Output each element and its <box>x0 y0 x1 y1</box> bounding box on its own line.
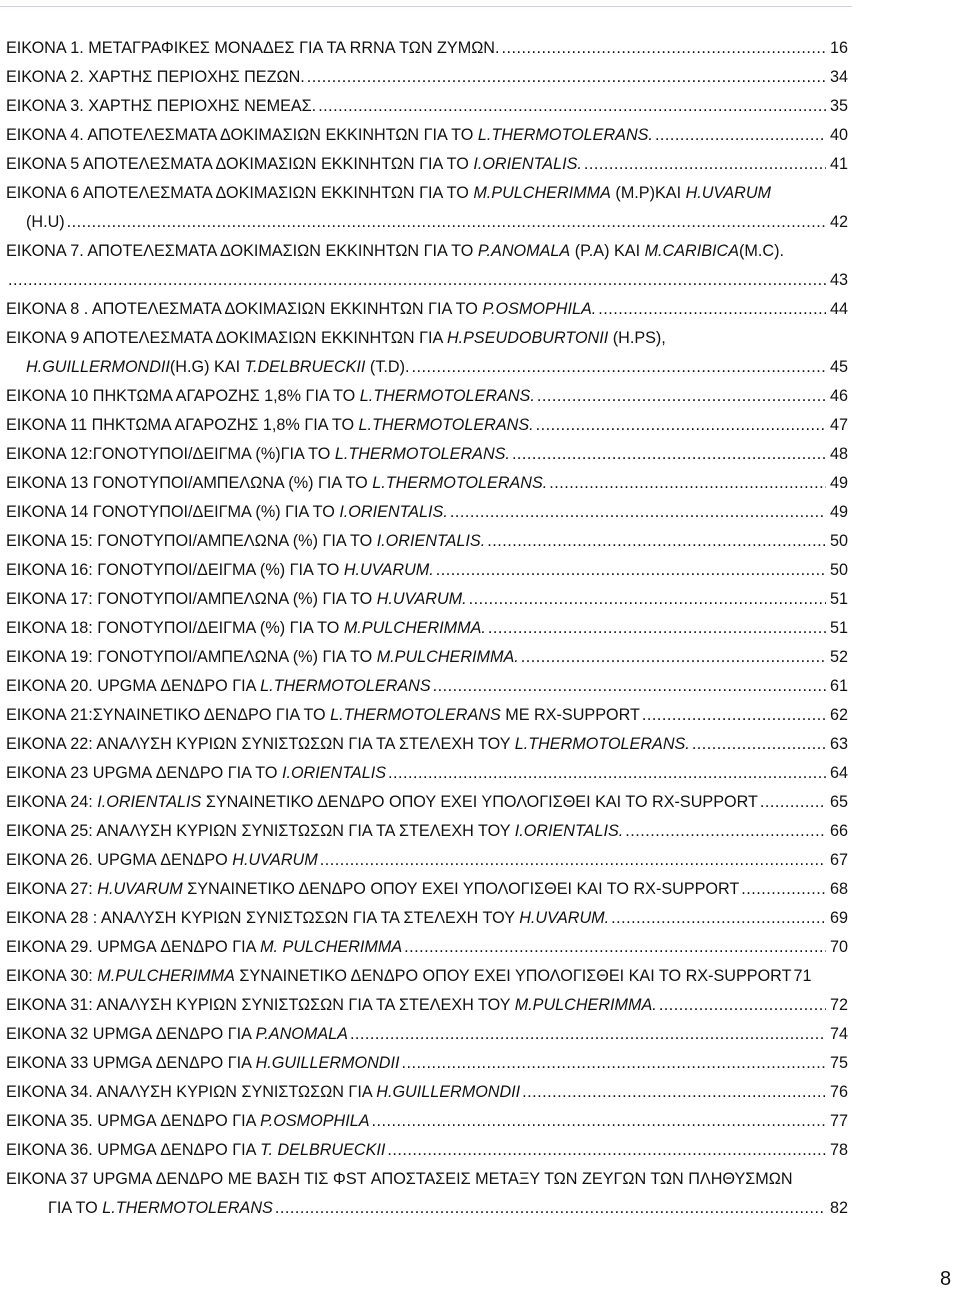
entry-text: ΕΙΚΟΝΑ 36. UPMGA ΔΕΝΔΡΟ ΓΙΑ <box>6 1141 261 1159</box>
dot-leader <box>436 556 826 585</box>
entry-text: ΕΙΚΟΝΑ 23 UPGMA ΔΕΝΔΡΟ ΓΙΑ ΤΟ <box>6 764 282 782</box>
entry-title <box>6 788 758 817</box>
entry-title <box>6 875 739 904</box>
species-name: P.OSMOPHILA <box>260 1112 370 1130</box>
entry-text: (M.P)ΚΑΙ <box>610 184 686 202</box>
page-ref: 48 <box>829 445 848 463</box>
species-name: H.UVARUM <box>232 851 318 869</box>
entry-title <box>6 933 402 962</box>
entry-title <box>6 440 510 469</box>
entry-title <box>6 759 386 788</box>
entry-line <box>6 34 848 63</box>
species-name: I.ORIENTALIS. <box>339 503 448 521</box>
entry-text: ΕΙΚΟΝΑ 8 . ΑΠΟΤΕΛΕΣΜΑΤΑ ΔΟΚΙΜΑΣΙΩΝ ΕΚΚΙΝΗΤΩΝ ΓΙΑ ΤΟ <box>6 300 483 318</box>
dot-leader <box>501 34 826 63</box>
header-rule <box>0 6 852 7</box>
species-name: L.THERMOTOLERANS. <box>358 416 534 434</box>
entry-line <box>6 1136 848 1165</box>
entry-text: (H.U) <box>26 213 65 231</box>
toc-entry[interactable] <box>6 614 848 643</box>
entry-text: ΕΙΚΟΝΑ 2. ΧΑΡΤΗΣ ΠΕΡΙΟΧΗΣ ΠΕΖΩΝ. <box>6 68 305 86</box>
entry-text: ΕΙΚΟΝΑ 33 UPMGA ΔΕΝΔΡΟ ΓΙΑ <box>6 1054 256 1072</box>
entry-line <box>6 933 848 962</box>
species-name: I.ORIENTALIS. <box>473 155 582 173</box>
entry-line <box>26 208 848 237</box>
entry-line <box>26 353 848 382</box>
entry-line <box>6 1107 848 1136</box>
entry-text: ΕΙΚΟΝΑ 25: ΑΝΑΛΥΣΗ ΚΥΡΙΩΝ ΣΥΝΙΣΤΩΣΩΝ ΓΙΑ ΤΑ ΣΤΕΛΕΧΗ ΤΟΥ <box>6 822 515 840</box>
toc-entry[interactable] <box>6 63 848 92</box>
entry-line <box>6 1078 848 1107</box>
entry-title <box>6 701 640 730</box>
species-name: H.UVARUM. <box>376 590 467 608</box>
dot-leader <box>8 266 826 295</box>
dot-leader <box>659 991 826 1020</box>
entry-line <box>6 788 848 817</box>
entry-line <box>6 179 848 208</box>
page-ref: 64 <box>829 764 848 782</box>
species-name: L.THERMOTOLERANS <box>260 677 431 695</box>
entry-text: ΕΙΚΟΝΑ 16: ΓΟΝΟΤΥΠΟΙ/ΔΕΙΓΜΑ (%) ΓΙΑ ΤΟ <box>6 561 344 579</box>
entry-title <box>6 1049 399 1078</box>
toc-entry[interactable] <box>6 1107 848 1136</box>
entry-line <box>6 585 848 614</box>
page-ref: 65 <box>829 793 848 811</box>
species-name: H.GUILLERMONDII <box>376 1083 521 1101</box>
species-name: I.ORIENTALIS <box>281 764 386 782</box>
entry-line <box>6 63 848 92</box>
species-name: L.THERMOTOLERANS. <box>334 445 510 463</box>
species-name: I.ORIENTALIS. <box>376 532 486 550</box>
dot-leader <box>433 672 826 701</box>
entry-line <box>6 469 848 498</box>
entry-title <box>6 324 666 353</box>
toc-entry[interactable] <box>6 527 848 556</box>
dot-leader <box>512 440 826 469</box>
entry-line <box>6 295 848 324</box>
dot-leader <box>388 759 826 788</box>
toc-entry[interactable] <box>6 788 848 817</box>
entry-title <box>6 498 448 527</box>
entry-text: (H.G) ΚΑΙ <box>169 358 245 376</box>
toc-entry[interactable] <box>6 1078 848 1107</box>
page-ref: 45 <box>829 358 848 376</box>
entry-line <box>6 643 848 672</box>
entry-title <box>6 904 609 933</box>
species-name: H.GUILLERMONDII <box>26 358 170 376</box>
entry-line <box>6 440 848 469</box>
species-name: L.THERMOTOLERANS <box>330 706 501 724</box>
page-ref: 51 <box>829 619 848 637</box>
entry-text: ΕΙΚΟΝΑ 29. UPMGA ΔΕΝΔΡΟ ΓΙΑ <box>6 938 261 956</box>
toc-entry[interactable] <box>6 121 848 150</box>
entry-title <box>6 556 434 585</box>
entry-text: ΕΙΚΟΝΑ 15: ΓΟΝΟΤΥΠΟΙ/ΑΜΠΕΛΩΝΑ (%) ΓΙΑ ΤΟ <box>6 532 377 550</box>
species-name: T. DELBRUECKII <box>260 1141 386 1159</box>
entry-text: ΜΕ RX-SUPPORT <box>500 706 640 724</box>
entry-line <box>6 121 848 150</box>
entry-text: ΣΥΝΑΙΝΕΤΙΚΟ ΔΕΝΔΡΟ ΟΠΟΥ ΕΧΕΙ ΥΠΟΛΟΓΙΣΘΕΙ ΚΑΙ ΤΟ RX-SUPPORT <box>182 880 740 898</box>
toc-entry[interactable] <box>6 817 848 846</box>
entry-text: ΕΙΚΟΝΑ 35. UPMGA ΔΕΝΔΡΟ ΓΙΑ <box>6 1112 261 1130</box>
entry-line <box>6 150 848 179</box>
entry-line <box>6 1049 848 1078</box>
page-ref: 52 <box>829 648 848 666</box>
entry-line <box>6 904 848 933</box>
entry-text: ΕΙΚΟΝΑ 24: <box>6 793 98 811</box>
entry-text: ΕΙΚΟΝΑ 4. ΑΠΟΤΕΛΕΣΜΑΤΑ ΔΟΚΙΜΑΣΙΩΝ ΕΚΚΙΝΗΤΩΝ ΓΙΑ ΤΟ <box>6 126 478 144</box>
page-ref: 68 <box>829 880 848 898</box>
entry-title <box>6 34 499 63</box>
entry-title <box>6 179 771 208</box>
dot-leader <box>642 701 826 730</box>
entry-title <box>6 411 534 440</box>
entry-text: (P.A) ΚΑΙ <box>570 242 645 260</box>
list-of-figures <box>6 34 848 1223</box>
entry-line <box>6 875 848 904</box>
entry-line <box>6 92 848 121</box>
species-name: H.UVARUM. <box>343 561 434 579</box>
dot-leader <box>760 788 826 817</box>
dot-leader <box>404 933 826 962</box>
species-name: H.PSEUDOBURTONII <box>446 329 609 347</box>
page-ref: 40 <box>829 126 848 144</box>
species-name: P.ANOMALA <box>477 242 571 260</box>
entry-title <box>6 730 690 759</box>
entry-title <box>6 1020 348 1049</box>
entry-line <box>6 991 848 1020</box>
entry-text: ΕΙΚΟΝΑ 17: ΓΟΝΟΤΥΠΟΙ/ΑΜΠΕΛΩΝΑ (%) ΓΙΑ ΤΟ <box>6 590 377 608</box>
toc-entry[interactable] <box>6 34 848 63</box>
toc-entry[interactable] <box>6 759 848 788</box>
page-ref: 46 <box>829 387 848 405</box>
species-name: H.UVARUM <box>685 184 772 202</box>
species-name: M.PULCHERIMMA <box>97 967 235 985</box>
page-ref: 49 <box>829 474 848 492</box>
entry-line <box>6 730 848 759</box>
entry-text: ΕΙΚΟΝΑ 22: ΑΝΑΛΥΣΗ ΚΥΡΙΩΝ ΣΥΝΙΣΤΩΣΩΝ ΓΙΑ ΤΑ ΣΤΕΛΕΧΗ ΤΟΥ <box>6 735 515 753</box>
entry-line <box>6 817 848 846</box>
dot-leader <box>387 1136 826 1165</box>
entry-text: ΕΙΚΟΝΑ 21:ΣΥΝΑΙΝΕΤΙΚΟ ΔΕΝΔΡΟ ΓΙΑ ΤΟ <box>6 706 331 724</box>
species-name: T.DELBRUECKII <box>244 358 366 376</box>
entry-text: ΕΙΚΟΝΑ 26. UPGMA ΔΕΝΔΡΟ <box>6 851 233 869</box>
page-ref: 42 <box>829 213 848 231</box>
page-ref: 70 <box>829 938 848 956</box>
toc-entry[interactable] <box>6 1136 848 1165</box>
page-ref: 35 <box>829 97 848 115</box>
species-name: I.ORIENTALIS <box>97 793 202 811</box>
species-name: M.PULCHERIMMA <box>473 184 611 202</box>
entry-title <box>6 614 486 643</box>
dot-leader <box>537 382 826 411</box>
toc-entry[interactable] <box>6 701 848 730</box>
toc-entry[interactable] <box>6 237 848 295</box>
species-name: M.PULCHERIMMA. <box>343 619 486 637</box>
entry-line <box>6 701 848 730</box>
toc-entry[interactable] <box>6 382 848 411</box>
page-ref: 41 <box>829 155 848 173</box>
entry-title <box>6 527 485 556</box>
entry-title <box>6 295 596 324</box>
species-name: L.THERMOTOLERANS <box>102 1199 273 1217</box>
entry-text: ΕΙΚΟΝΑ 37 UPGMA ΔΕΝΔΡΟ ΜΕ ΒΑΣΗ ΤΙΣ ΦST ΑΠΟΣΤΑΣΕΙΣ ΜΕΤΑΞΥ ΤΩΝ ΖΕΥΓΩΝ ΤΩΝ ΠΛΗΘΥΣΜΩΝ <box>6 1170 793 1188</box>
entry-line <box>6 1020 848 1049</box>
dot-leader <box>372 1107 826 1136</box>
page-ref: 43 <box>829 271 848 289</box>
species-name: M.PULCHERIMMA. <box>376 648 519 666</box>
page-ref: 16 <box>829 39 848 57</box>
entry-title <box>6 1136 385 1165</box>
page-ref: 51 <box>829 590 848 608</box>
toc-entry[interactable] <box>6 585 848 614</box>
entry-text: (M.C). <box>739 242 784 260</box>
page-ref: 75 <box>829 1054 848 1072</box>
species-name: P.OSMOPHILA. <box>482 300 597 318</box>
toc-entry[interactable] <box>6 1165 848 1223</box>
page-ref: 50 <box>829 561 848 579</box>
toc-entry[interactable] <box>6 904 848 933</box>
entry-title-continued <box>48 1194 273 1223</box>
entry-text: ΕΙΚΟΝΑ 11 ΠΗΚΤΩΜΑ ΑΓΑΡΟΖΗΣ 1,8% ΓΙΑ ΤΟ <box>6 416 359 434</box>
page-ref: 47 <box>829 416 848 434</box>
entry-text: ΕΙΚΟΝΑ 28 : ΑΝΑΛΥΣΗ ΚΥΡΙΩΝ ΣΥΝΙΣΤΩΣΩΝ ΓΙΑ ΤΑ ΣΤΕΛΕΧΗ ΤΟΥ <box>6 909 520 927</box>
page-ref: 69 <box>829 909 848 927</box>
toc-entry[interactable] <box>6 643 848 672</box>
species-name: M.CARIBICA <box>644 242 740 260</box>
species-name: M.PULCHERIMMA. <box>514 996 657 1014</box>
page-ref: 50 <box>829 532 848 550</box>
page-ref: 62 <box>829 706 848 724</box>
entry-title <box>6 92 316 121</box>
page-ref: 34 <box>829 68 848 86</box>
dot-leader <box>307 63 826 92</box>
species-name: H.UVARUM <box>97 880 183 898</box>
page-number: 8 <box>940 1268 952 1290</box>
species-name: L.THERMOTOLERANS. <box>359 387 535 405</box>
entry-text: ΕΙΚΟΝΑ 1. ΜΕΤΑΓΡΑΦΙΚΕΣ ΜΟΝΑΔΕΣ ΓΙΑ ΤΑ RRNA ΤΩΝ ΖΥΜΩΝ. <box>6 39 500 57</box>
entry-line <box>6 759 848 788</box>
dot-leader <box>625 817 826 846</box>
entry-title <box>6 1165 793 1194</box>
entry-title <box>6 469 547 498</box>
page-ref: 61 <box>829 677 848 695</box>
entry-text: ΓΙΑ ΤΟ <box>48 1199 103 1217</box>
entry-text: ΕΙΚΟΝΑ 34. ΑΝΑΛΥΣΗ ΚΥΡΙΩΝ ΣΥΝΙΣΤΩΣΩΝ ΓΙΑ <box>6 1083 377 1101</box>
page-ref: 49 <box>829 503 848 521</box>
entry-title <box>6 672 431 701</box>
entry-line <box>6 556 848 585</box>
entry-text: (T.D). <box>365 358 410 376</box>
entry-text: ΕΙΚΟΝΑ 32 UPMGA ΔΕΝΔΡΟ ΓΙΑ <box>6 1025 256 1043</box>
dot-leader <box>598 295 826 324</box>
toc-entry[interactable] <box>6 498 848 527</box>
entry-text: ΕΙΚΟΝΑ 7. ΑΠΟΤΕΛΕΣΜΑΤΑ ΔΟΚΙΜΑΣΙΩΝ ΕΚΚΙΝΗΤΩΝ ΓΙΑ ΤΟ <box>6 242 478 260</box>
dot-leader <box>412 353 827 382</box>
dot-leader <box>584 150 826 179</box>
entry-title <box>6 1078 520 1107</box>
species-name: L.THERMOTOLERANS. <box>477 126 653 144</box>
page-ref: 71 <box>793 967 812 985</box>
entry-line <box>6 498 848 527</box>
entry-text: ΕΙΚΟΝΑ 18: ΓΟΝΟΤΥΠΟΙ/ΔΕΙΓΜΑ (%) ΓΙΑ ΤΟ <box>6 619 344 637</box>
dot-leader <box>692 730 826 759</box>
dot-leader <box>536 411 826 440</box>
entry-line <box>6 237 848 266</box>
species-name: I.ORIENTALIS. <box>514 822 624 840</box>
entry-title <box>6 817 623 846</box>
dot-leader <box>741 875 826 904</box>
toc-entry[interactable] <box>6 469 848 498</box>
toc-entry[interactable] <box>6 1049 848 1078</box>
toc-entry[interactable] <box>6 440 848 469</box>
entry-title <box>6 846 318 875</box>
entry-line <box>6 382 848 411</box>
dot-leader <box>488 614 826 643</box>
entry-text: ΕΙΚΟΝΑ 20. UPGMA ΔΕΝΔΡΟ ΓΙΑ <box>6 677 261 695</box>
toc-entry[interactable] <box>6 672 848 701</box>
species-name: H.GUILLERMONDII <box>255 1054 400 1072</box>
entry-line <box>6 846 848 875</box>
toc-entry[interactable] <box>6 295 848 324</box>
entry-text: ΕΙΚΟΝΑ 19: ΓΟΝΟΤΥΠΟΙ/ΑΜΠΕΛΩΝΑ (%) ΓΙΑ ΤΟ <box>6 648 377 666</box>
dot-leader <box>320 846 826 875</box>
page-ref: 72 <box>829 996 848 1014</box>
dot-leader <box>655 121 826 150</box>
page-ref: 77 <box>829 1112 848 1130</box>
species-name: M. PULCHERIMMA <box>260 938 403 956</box>
dot-leader <box>522 1078 826 1107</box>
page-ref: 74 <box>829 1025 848 1043</box>
entry-title <box>6 150 582 179</box>
dot-leader <box>67 208 826 237</box>
page-ref: 63 <box>829 735 848 753</box>
page-ref: 44 <box>829 300 848 318</box>
species-name: H.UVARUM. <box>519 909 610 927</box>
entry-title <box>6 237 784 266</box>
toc-entry[interactable] <box>6 933 848 962</box>
dot-leader <box>521 643 826 672</box>
toc-entry[interactable] <box>6 150 848 179</box>
entry-title-continued <box>26 208 65 237</box>
toc-entry[interactable] <box>6 730 848 759</box>
species-name: L.THERMOTOLERANS. <box>372 474 548 492</box>
entry-text: ΕΙΚΟΝΑ 5 ΑΠΟΤΕΛΕΣΜΑΤΑ ΔΟΚΙΜΑΣΙΩΝ ΕΚΚΙΝΗΤΩΝ ΓΙΑ ΤΟ <box>6 155 474 173</box>
dot-leader <box>350 1020 826 1049</box>
entry-text: ΕΙΚΟΝΑ 9 ΑΠΟΤΕΛΕΣΜΑΤΑ ΔΟΚΙΜΑΣΙΩΝ ΕΚΚΙΝΗΤΩΝ ΓΙΑ <box>6 329 447 347</box>
page-ref: 78 <box>829 1141 848 1159</box>
toc-entry[interactable] <box>6 92 848 121</box>
entry-title <box>6 121 653 150</box>
toc-entry[interactable] <box>6 1020 848 1049</box>
species-name: P.ANOMALA <box>255 1025 348 1043</box>
toc-entry[interactable] <box>6 875 848 904</box>
entry-title <box>6 63 305 92</box>
dot-leader <box>318 92 826 121</box>
page-ref: 66 <box>829 822 848 840</box>
entry-text: ΣΥΝΑΙΝΕΤΙΚΟ ΔΕΝΔΡΟ ΟΠΟΥ ΕΧΕΙ ΥΠΟΛΟΓΙΣΘΕΙ ΚΑΙ ΤΟ RX-SUPPORT <box>234 967 792 985</box>
entry-line <box>6 411 848 440</box>
entry-line <box>6 962 848 991</box>
entry-text: ΕΙΚΟΝΑ 13 ΓΟΝΟΤΥΠΟΙ/ΑΜΠΕΛΩΝΑ (%) ΓΙΑ ΤΟ <box>6 474 373 492</box>
entry-text: ΕΙΚΟΝΑ 31: ΑΝΑΛΥΣΗ ΚΥΡΙΩΝ ΣΥΝΙΣΤΩΣΩΝ ΓΙΑ ΤΑ ΣΤΕΛΕΧΗ ΤΟΥ <box>6 996 515 1014</box>
toc-entry[interactable] <box>6 324 848 382</box>
entry-text: ΣΥΝΑΙΝΕΤΙΚΟ ΔΕΝΔΡΟ ΟΠΟΥ ΕΧΕΙ ΥΠΟΛΟΓΙΣΘΕΙ ΚΑΙ ΤΟ RX-SUPPORT <box>201 793 758 811</box>
entry-title-continued <box>26 353 410 382</box>
page-ref: 67 <box>829 851 848 869</box>
entry-text: ΕΙΚΟΝΑ 27: <box>6 880 98 898</box>
entry-line <box>48 1194 848 1223</box>
entry-line <box>6 324 848 353</box>
species-name: L.THERMOTOLERANS. <box>514 735 690 753</box>
dot-leader <box>611 904 826 933</box>
page-ref: 82 <box>829 1199 848 1217</box>
dot-leader <box>469 585 826 614</box>
entry-text: ΕΙΚΟΝΑ 30: <box>6 967 98 985</box>
entry-text: (H.PS), <box>608 329 666 347</box>
entry-line <box>6 266 848 295</box>
entry-line <box>6 527 848 556</box>
entry-line <box>6 1165 848 1194</box>
entry-title <box>6 643 519 672</box>
entry-title <box>6 962 791 991</box>
entry-text: ΕΙΚΟΝΑ 6 ΑΠΟΤΕΛΕΣΜΑΤΑ ΔΟΚΙΜΑΣΙΩΝ ΕΚΚΙΝΗΤΩΝ ΓΙΑ ΤΟ <box>6 184 474 202</box>
dot-leader <box>275 1194 826 1223</box>
toc-entry[interactable] <box>6 179 848 237</box>
toc-entry[interactable] <box>6 991 848 1020</box>
entry-text: ΕΙΚΟΝΑ 12:ΓΟΝΟΤΥΠΟΙ/ΔΕΙΓΜΑ (%)ΓΙΑ ΤΟ <box>6 445 335 463</box>
entry-title <box>6 1107 370 1136</box>
entry-line <box>6 614 848 643</box>
page-ref: 76 <box>829 1083 848 1101</box>
toc-entry[interactable] <box>6 962 848 991</box>
dot-leader <box>487 527 826 556</box>
entry-text: ΕΙΚΟΝΑ 14 ΓΟΝΟΤΥΠΟΙ/ΔΕΙΓΜΑ (%) ΓΙΑ ΤΟ <box>6 503 340 521</box>
entry-line <box>6 672 848 701</box>
dot-leader <box>401 1049 826 1078</box>
entry-text: ΕΙΚΟΝΑ 3. ΧΑΡΤΗΣ ΠΕΡΙΟΧΗΣ ΝΕΜΕΑΣ. <box>6 97 317 115</box>
entry-text: ΕΙΚΟΝΑ 10 ΠΗΚΤΩΜΑ ΑΓΑΡΟΖΗΣ 1,8% ΓΙΑ ΤΟ <box>6 387 360 405</box>
entry-title <box>6 382 535 411</box>
toc-entry[interactable] <box>6 556 848 585</box>
entry-title <box>6 585 467 614</box>
toc-entry[interactable] <box>6 846 848 875</box>
dot-leader <box>450 498 826 527</box>
dot-leader <box>549 469 826 498</box>
toc-entry[interactable] <box>6 411 848 440</box>
entry-title <box>6 991 657 1020</box>
